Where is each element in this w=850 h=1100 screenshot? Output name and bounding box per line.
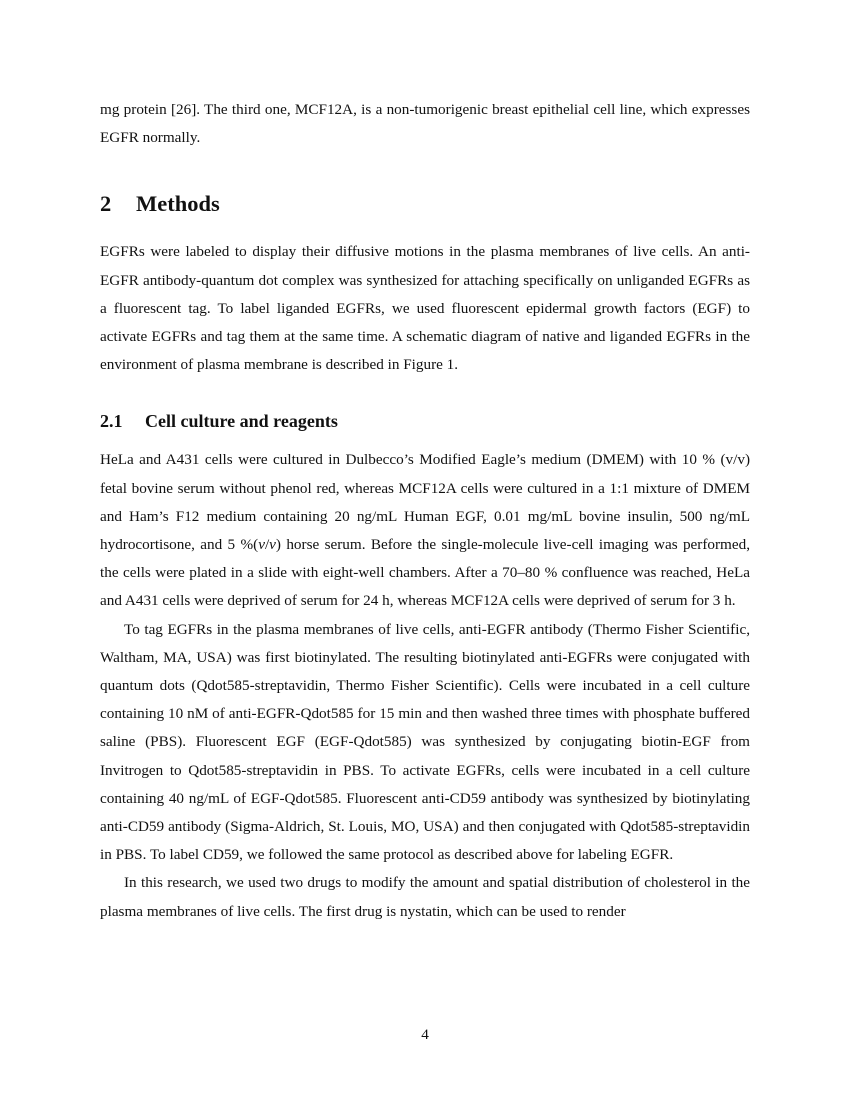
methods-paragraph: EGFRs were labeled to display their diffusive motions in the plasma membranes of live cells. An anti-EGFR antibody-quantum dot complex was synthesized for attaching specifically on unliganded EGFRs as a fluorescent tag. To label liganded EGFRs, we used fluorescent epidermal growth factors (EGF) to activate EGFRs and tag them at the same time. A schematic diagram of native and liganded EGFRs in the environment of plasma membrane is described in Figure 1. [100,243,750,374]
v-italic-2: v [269,536,276,554]
page-body [100,96,750,926]
section-title: Methods [136,191,220,217]
tagging-paragraph: To tag EGFRs in the plasma membranes of live cells, anti-EGFR antibody (Thermo Fisher Scientific, Waltham, MA, USA) was first biotinylated. The resulting biotinylated anti-EGFRs were conjugated with quantum dots (Qdot585-streptavidin, Thermo Fisher Scientific). Cells were incubated in a cell culture containing 10 nM of anti-EGFR-Qdot585 for 15 min and then washed three times with phosphate buffered saline (PBS). Fluorescent EGF (EGF-Qdot585) was synthesized by conjugating biotin-EGF from Invitrogen to Qdot585-streptavidin in PBS. To activate EGFRs, cells were incubated in a cell culture containing 40 ng/mL of EGF-Qdot585. Fluorescent anti-CD59 antibody was synthesized by biotinylating anti-CD59 antibody (Sigma-Aldrich, St. Louis, MO, USA) and then conjugated with Qdot585-streptavidin in PBS. To label CD59, we followed the same protocol as described above for labeling EGFR. [100,620,750,864]
slash: / [264,536,270,554]
subsection-number: 2.1 [100,411,123,432]
cell-culture-paragraph [100,446,750,615]
intro-paragraph: mg protein [26]. The third one, MCF12A, is a non-tumorigenic breast epithelial cell line, which expresses EGFR normally. [100,101,750,147]
section-number: 2 [100,191,112,217]
subsection-heading [100,408,750,434]
drugs-paragraph: In this research, we used two drugs to modify the amount and spatial distribution of cholesterol in the plasma membranes of live cells. The first drug is nystatin, which can be used to render [100,874,750,920]
v-italic-1: v [258,536,265,554]
subsection-title: Cell culture and reagents [145,411,338,432]
page-number: 4 [421,1026,429,1043]
cell-culture-text-b: ) horse serum. Before the single-molecule live-cell imaging was performed, the cells were plated in a slide with eight-well chambers. After a 70–80 % confluence was reached, HeLa and A431 cells were deprived of serum for 24 h, whereas MCF12A cells were deprived of serum for 3 h. [100,536,750,610]
section-heading [100,189,750,219]
cell-culture-text-a: HeLa and A431 cells were cultured in Dulbecco’s Modified Eagle’s medium (DMEM) with 10 % (v/v) fetal bovine serum without phenol red, whereas MCF12A cells were cultured in a 1:1 mixture of DMEM and Ham’s F12 medium containing 20 ng/mL Human EGF, 0.01 mg/mL bovine insulin, 500 ng/mL hydrocortisone, and 5 %( [100,451,750,554]
